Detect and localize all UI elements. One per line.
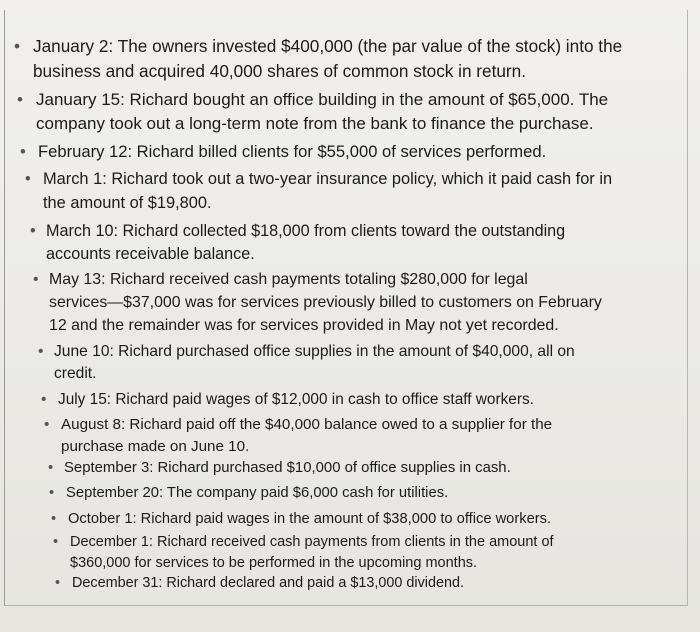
list-item [46,220,565,266]
list-item-line: January 2: The owners invested $400,000 (the par value of the stock) into the [33,36,623,56]
list-item [49,268,602,337]
bullet-icon: • [48,460,54,476]
list-item-line: December 1: Richard received cash payments from clients in the amount of [70,534,554,550]
list-item-line: September 20: The company paid $6,000 cash for utilities. [66,485,449,501]
list-item [33,34,622,83]
list-item [54,341,575,385]
list-item-line: February 12: Richard billed clients for $55,000 of services performed. [38,142,547,161]
list-item-line: $360,000 for services to be performed in the upcoming months. [70,555,478,571]
list-item [36,88,608,136]
bullet-icon: • [51,511,57,527]
list-item-line: accounts receivable balance. [46,245,255,263]
bullet-icon: • [25,170,31,188]
bullet-icon: • [33,271,39,288]
list-item-line: March 1: Richard took out a two-year insurance policy, which it paid cash for in [43,170,613,188]
list-item [58,389,534,411]
list-item [64,458,511,479]
list-item-line: August 8: Richard paid off the $40,000 balance owed to a supplier for the [61,416,553,433]
list-item [43,168,612,215]
bullet-icon: • [53,534,59,550]
list-item [70,532,554,574]
list-item-line: business and acquired 40,000 shares of common stock in return. [33,60,526,81]
bullet-icon: • [30,222,36,240]
bullet-icon: • [44,416,50,433]
bullet-icon: • [49,485,55,501]
bullet-icon: • [14,36,21,56]
list-item [38,140,546,164]
list-item [68,509,551,530]
list-item-line: May 13: Richard received cash payments totaling $280,000 for legal [49,271,528,288]
list-item-line: September 3: Richard purchased $10,000 of office supplies in cash. [64,460,511,476]
list-item-line: services—$37,000 was for services previously billed to customers on February [49,294,602,311]
list-item-line: 12 and the remainder was for services provided in May not yet recorded. [49,317,559,334]
list-item-line: company took out a long-term note from the bank to finance the purchase. [36,114,594,134]
list-item-line: the amount of $19,800. [43,193,212,212]
list-item [72,573,464,594]
bullet-icon: • [17,90,23,109]
bullet-icon: • [38,343,44,360]
list-item [66,483,448,504]
bullet-icon: • [41,391,47,408]
list-item-line: credit. [54,365,97,382]
list-item-line: March 10: Richard collected $18,000 from clients toward the outstanding [46,222,566,240]
list-item-line: January 15: Richard bought an office building in the amount of $65,000. The [36,90,609,109]
list-item-line: July 15: Richard paid wages of $12,000 in cash to office staff workers. [58,391,534,408]
list-item-line: purchase made on June 10. [61,438,250,455]
list-item-line: December 31: Richard declared and paid a $13,000 dividend. [72,575,465,591]
list-item-line: October 1: Richard paid wages in the amount of $38,000 to office workers. [68,511,552,527]
list-item-line: June 10: Richard purchased office supplies in the amount of $40,000, all on [54,343,575,360]
bullet-icon: • [20,142,26,161]
bullet-icon: • [55,575,61,591]
list-item [61,414,552,458]
